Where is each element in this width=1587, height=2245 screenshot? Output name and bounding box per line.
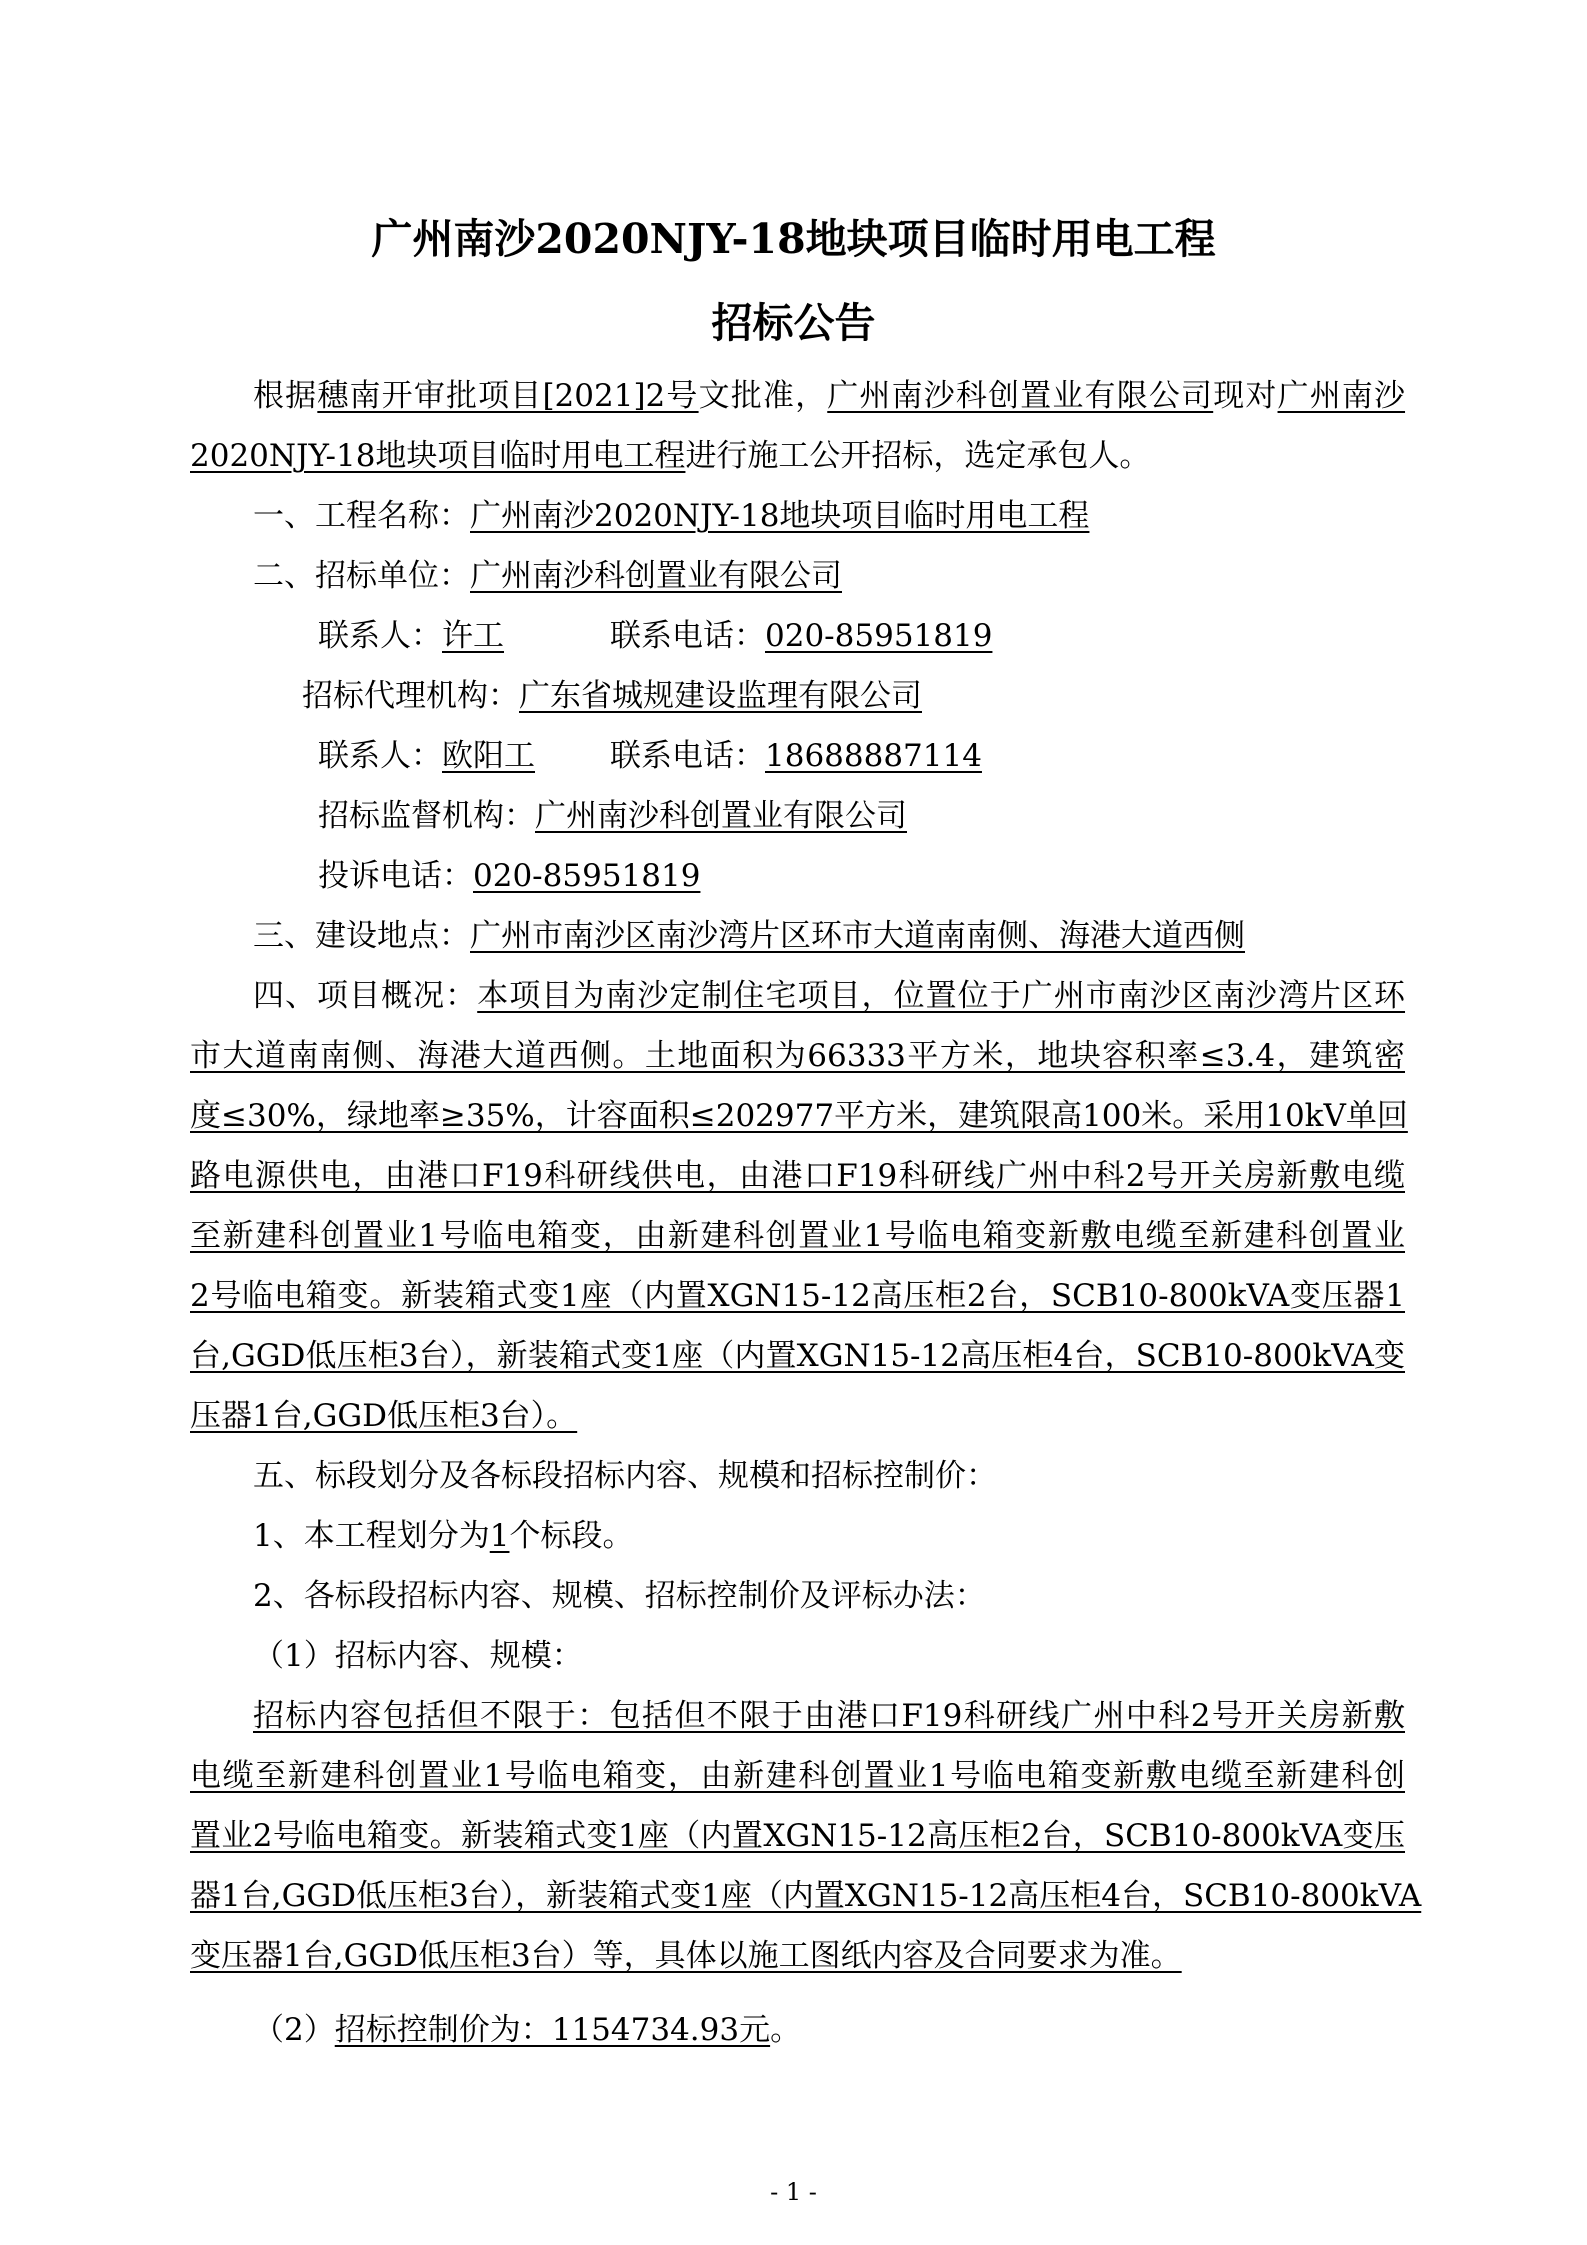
scope-line: 置业2号临电箱变。新装箱式变1座（内置XGN15-12高压柜2台，SCB10-800kVA变压	[190, 1818, 1405, 1854]
section-value: 广州市南沙区南沙湾片区环市大道南南侧、海港大道西侧	[470, 918, 1245, 954]
tenderer-name: 广州南沙科创置业有限公司	[827, 378, 1214, 414]
lot-count: 1	[489, 1518, 510, 1554]
lots-item-2: 2、各标段招标内容、规模、招标控制价及评标办法：	[253, 1578, 986, 1614]
contact-label: 联系人：	[318, 618, 442, 654]
control-price-value: 招标控制价为：1154734.93元	[334, 2012, 771, 2048]
project-name: 广州南沙	[1277, 378, 1406, 414]
agency-name: 广东省城规建设监理有限公司	[519, 678, 922, 714]
section-label: 四、项目概况：	[253, 978, 478, 1014]
scope-heading: （1）招标内容、规模：	[253, 1638, 583, 1674]
control-price	[253, 2010, 801, 2050]
item-text: 个标段。	[509, 1518, 634, 1554]
scope-line: 招标内容包括但不限于：包括但不限于由港口F19科研线广州中科2号开关房新敷	[253, 1698, 1405, 1734]
section-lots-heading: 五、标段划分及各标段招标内容、规模和招标控制价：	[253, 1458, 997, 1494]
item-label: （2）	[253, 2012, 335, 2048]
agency-contact	[318, 736, 535, 776]
contact-name: 许工	[442, 618, 504, 654]
approval-ref: 穗南开审批项目[2021]2号	[317, 378, 699, 414]
section-location	[253, 916, 1245, 956]
item-text: 1、本工程划分为	[253, 1518, 490, 1554]
tenderer-phone	[610, 616, 992, 656]
section-label: 三、建设地点：	[253, 918, 470, 954]
intro-line-1	[253, 376, 1405, 416]
project-name: 2020NJY-18地块项目临时用电工程	[190, 438, 686, 474]
complaint-label: 投诉电话：	[318, 858, 473, 894]
phone-number: 020-85951819	[473, 858, 701, 894]
section-label: 二、招标单位：	[253, 558, 470, 594]
intro-text: 根据	[253, 378, 318, 414]
scope-line: 器1台,GGD低压柜3台），新装箱式变1座（内置XGN15-12高压柜4台，SCB10-800kVA	[190, 1878, 1422, 1914]
section-label: 一、工程名称：	[253, 498, 470, 534]
scope-line: 变压器1台,GGD低压柜3台）等，具体以施工图纸内容及合同要求为准。	[190, 1938, 1182, 1974]
section-value: 广州南沙2020NJY-18地块项目临时用电工程	[470, 498, 1090, 534]
contact-label: 联系人：	[318, 738, 442, 774]
agency-phone	[610, 736, 982, 776]
overview-line: 市大道南南侧、海港大道西侧。土地面积为66333平方米，地块容积率≤3.4，建筑密	[190, 1038, 1405, 1074]
overview-line: 路电源供电，由港口F19科研线供电，由港口F19科研线广州中科2号开关房新敷电缆	[190, 1158, 1405, 1194]
agency-label: 招标代理机构：	[302, 678, 519, 714]
intro-text: 文批准，	[698, 378, 828, 414]
document-title: 广州南沙2020NJY-18地块项目临时用电工程	[371, 215, 1216, 263]
lots-item-1	[253, 1516, 633, 1556]
page-number: - 1 -	[770, 2178, 817, 2206]
overview-line: 台,GGD低压柜3台），新装箱式变1座（内置XGN15-12高压柜4台，SCB10-800kVA变	[190, 1338, 1405, 1374]
intro-line-2	[190, 436, 1150, 476]
overview-line: 度≤30%，绿地率≥35%，计容面积≤202977平方米，建筑限高100米。采用10kV单回	[190, 1098, 1408, 1134]
section-value: 广州南沙科创置业有限公司	[470, 558, 842, 594]
intro-text: 进行施工公开招标，选定承包人。	[685, 438, 1151, 474]
tenderer-contact	[318, 616, 504, 656]
overview-line: 至新建科创置业1号临电箱变，由新建科创置业1号临电箱变新敷电缆至新建科创置业	[190, 1218, 1405, 1254]
overview-line: 2号临电箱变。新装箱式变1座（内置XGN15-12高压柜2台，SCB10-800kVA变压器1	[190, 1278, 1405, 1314]
section-project-name	[253, 496, 1089, 536]
scope-line: 电缆至新建科创置业1号临电箱变，由新建科创置业1号临电箱变新敷电缆至新建科创	[190, 1758, 1405, 1794]
agency	[302, 676, 922, 716]
supervisor-name: 广州南沙科创置业有限公司	[535, 798, 907, 834]
overview-line: 压器1台,GGD低压柜3台）。	[190, 1398, 578, 1434]
item-text: 。	[770, 2012, 802, 2048]
supervisor-label: 招标监督机构：	[318, 798, 535, 834]
overview-text: 本项目为南沙定制住宅项目，位置位于广州市南沙区南沙湾片区环	[477, 978, 1406, 1014]
contact-name: 欧阳工	[442, 738, 535, 774]
phone-number: 18688887114	[765, 738, 982, 774]
supervisor	[318, 796, 907, 836]
phone-label: 联系电话：	[610, 738, 765, 774]
section-tenderer	[253, 556, 842, 596]
phone-label: 联系电话：	[610, 618, 765, 654]
document-subtitle: 招标公告	[711, 299, 876, 347]
intro-text: 现对	[1213, 378, 1278, 414]
phone-number: 020-85951819	[765, 618, 993, 654]
complaint-phone	[318, 856, 700, 896]
overview-line	[253, 976, 1405, 1016]
